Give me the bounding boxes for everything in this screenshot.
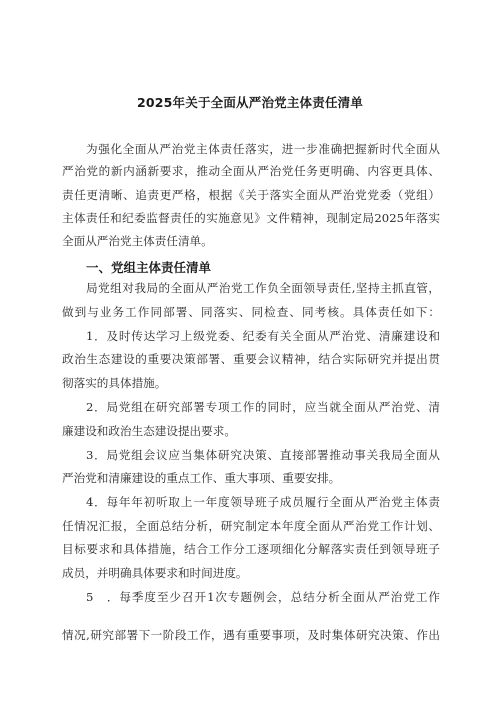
section-heading: 一、党组主体责任清单 (86, 260, 212, 275)
paragraph-line: 3．局党组会议应当集体研究决策、直接部署推动事关我局全面从 (86, 448, 440, 462)
paragraph-line: 严治党的新内涵新要求，推动全面从严治党任务更明确、内容更具体、 (62, 164, 440, 178)
paragraph-line: 4．每年年初听取上一年度领导班子成员履行全面从严治党主体责 (86, 495, 440, 509)
paragraph-line: 任情况汇报，全面总结分析，研究制定本年度全面从严治党工作计划、 (62, 519, 440, 533)
paragraph-line: 做到与业务工作同部署、同落实、同检查、同考核。具体责任如下： (62, 305, 440, 319)
paragraph-line: 为强化全面从严治党主体责任落实，进一步准确把握新时代全面从 (86, 142, 440, 156)
paragraph-line: 5 ．每季度至少召开1次专题例会，总结分析全面从严治党工作 (86, 590, 440, 604)
paragraph-line: 成员，并明确具体要求和时间进度。 (62, 566, 248, 580)
paragraph-line: 局党组对我局的全面从严治党工作负全面领导责任,坚持主抓直管， (86, 281, 440, 295)
paragraph-line: 2．局党组在研究部署专项工作的同时，应当就全面从严治党、清 (86, 400, 440, 414)
paragraph-line: 责任更清晰、追责更严格，根据《关于落实全面从严治党党委（党组） (62, 188, 440, 202)
document-title: 2025年关于全面从严治党主体责任清单 (136, 95, 364, 110)
paragraph-line: 彻落实的具体措施。 (62, 376, 167, 390)
paragraph-line: 严治党和清廉建设的重点工作、重大事项、重要安排。 (62, 471, 341, 485)
paragraph-line: 主体责任和纪委监督责任的实施意见》文件精神，现制定局2025年落实 (62, 211, 440, 225)
paragraph-line: 1．及时传达学习上级党委、纪委有关全面从严治党、清廉建设和 (86, 329, 440, 343)
paragraph-line: 廉建设和政治生态建设提出要求。 (62, 424, 236, 438)
paragraph-line: 情况,研究部署下一阶段工作，遇有重要事项，及时集体研究决策、作出 (62, 628, 440, 642)
paragraph-line: 政治生态建设的重要决策部署、重要会议精神，结合实际研究并提出贯 (62, 352, 440, 366)
paragraph-line: 全面从严治党主体责任清单。 (62, 234, 213, 248)
paragraph-line: 目标要求和具体措施，结合工作分工逐项细化分解落实责任到领导班子 (62, 542, 440, 556)
